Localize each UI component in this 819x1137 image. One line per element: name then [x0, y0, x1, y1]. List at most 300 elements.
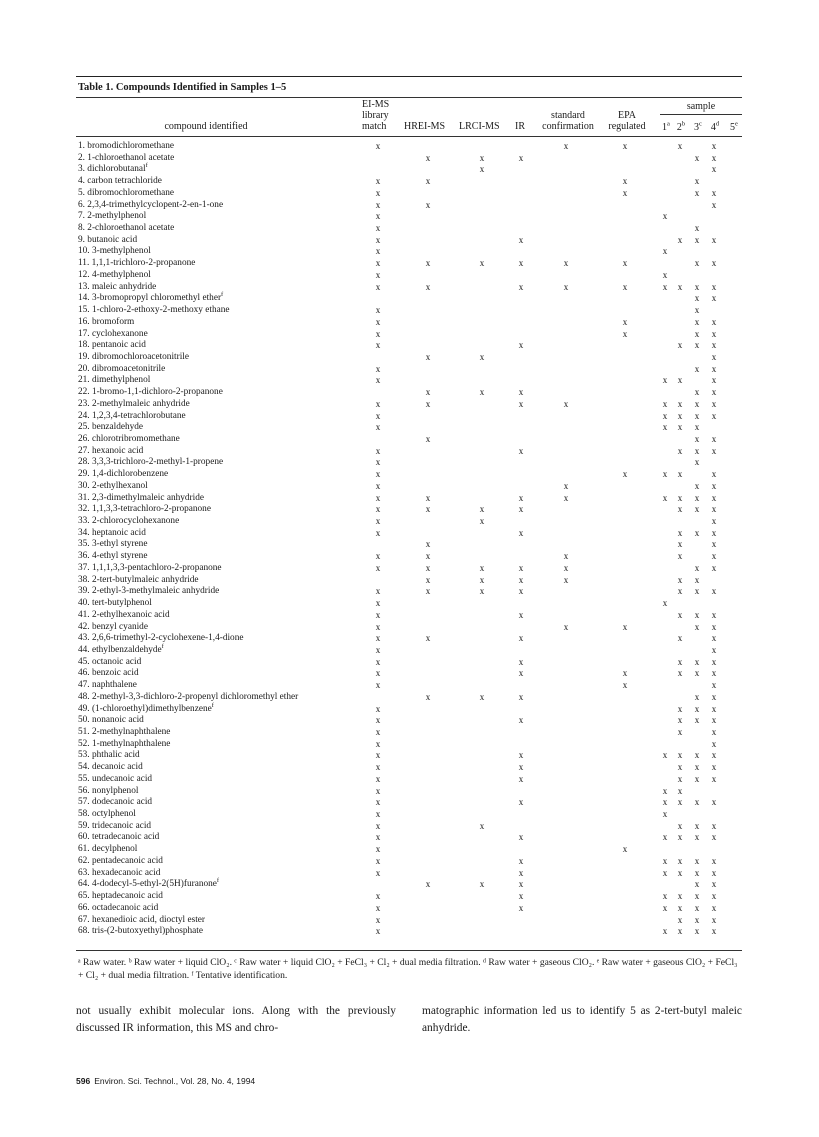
detection-mark: x [677, 492, 683, 503]
compound-name-text: 27. hexanoic acid [78, 445, 144, 456]
detection-mark: x [622, 176, 628, 187]
compound-name-text: 41. 2-ethylhexanoic acid [78, 609, 170, 620]
detection-mark: x [375, 445, 381, 456]
detection-mark: x [375, 680, 381, 691]
detection-mark: x [662, 832, 668, 843]
detection-mark: x [425, 398, 431, 409]
table-row [0, 493, 819, 504]
detection-mark: x [711, 562, 717, 573]
sample-number: 3 [694, 122, 700, 133]
detection-mark: x [677, 141, 683, 151]
compound-name [78, 727, 170, 738]
compound-name [78, 750, 140, 761]
detection-mark: x [425, 492, 431, 503]
compound-name [78, 493, 204, 504]
compound-name [78, 188, 174, 199]
header-compound: compound identified [164, 121, 248, 132]
detection-mark: x [694, 422, 700, 433]
detection-mark: x [563, 398, 569, 409]
compound-name [78, 891, 163, 902]
detection-mark: x [518, 633, 524, 644]
table-row [0, 551, 819, 562]
detection-mark: x [375, 199, 381, 210]
detection-mark: x [711, 387, 717, 398]
detection-mark: x [711, 445, 717, 456]
table-row [0, 235, 819, 246]
detection-mark: x [518, 891, 524, 902]
detection-mark: x [694, 492, 700, 503]
detection-mark: x [662, 375, 668, 386]
detection-mark: x [479, 562, 485, 573]
table-row [0, 856, 819, 867]
table-row [0, 164, 819, 175]
compound-name-text: 49. (1-chloroethyl)dimethylbenzene [78, 703, 212, 714]
compound-name-text: 44. ethylbenzaldehyde [78, 644, 162, 655]
detection-mark: x [677, 445, 683, 456]
detection-mark: x [375, 516, 381, 527]
detection-mark: x [711, 281, 717, 292]
detection-mark: x [694, 902, 700, 913]
detection-mark: x [518, 750, 524, 761]
table-footnote: ᵃ Raw water. ᵇ Raw water + liquid ClO₂. ᶜ Raw water + liquid ClO₂ + FeCl₃ + Cl₂ + dual media filtration. ᵈ Raw water + gaseous ClO₂. ᵉ Raw water + gaseous ClO₂ + FeCl₃ + Cl₂ + dual media filtration. ᶠ Tentative identification. [78, 957, 738, 981]
detection-mark: x [375, 656, 381, 667]
detection-mark: x [662, 469, 668, 480]
detection-mark: x [711, 727, 717, 737]
detection-mark: x [694, 223, 700, 234]
detection-mark: x [711, 480, 717, 491]
table-row [0, 657, 819, 668]
detection-mark: x [711, 867, 717, 878]
compound-name-text: 11. 1,1,1-trichloro-2-propanone [78, 258, 196, 269]
detection-mark: x [711, 644, 717, 655]
table-row [0, 891, 819, 902]
compound-name [78, 797, 152, 808]
detection-mark: x [677, 926, 683, 937]
detection-mark: x [425, 351, 431, 362]
detection-mark: x [711, 527, 717, 538]
compound-name [78, 375, 150, 386]
compound-name [78, 469, 168, 480]
detection-mark: x [711, 316, 717, 327]
detection-mark: x [375, 316, 381, 327]
detection-mark: x [711, 703, 717, 714]
tentative-id-mark: f [221, 291, 224, 299]
compound-name-text: 45. octanoic acid [78, 656, 142, 667]
detection-mark: x [694, 234, 700, 245]
detection-mark: x [375, 621, 381, 632]
header-sample-4 [707, 122, 723, 133]
detection-mark: x [375, 586, 381, 597]
compound-name [78, 563, 222, 574]
compound-name-text: 61. decylphenol [78, 844, 138, 855]
detection-mark: x [425, 539, 431, 550]
table-row [0, 504, 819, 515]
compound-name [78, 642, 164, 656]
table-row [0, 727, 819, 738]
compound-name-text: 51. 2-methylnaphthalene [78, 727, 171, 737]
detection-mark: x [518, 492, 524, 503]
detection-mark: x [563, 551, 569, 562]
detection-mark: x [694, 363, 700, 374]
detection-mark: x [425, 551, 431, 562]
detection-mark: x [375, 480, 381, 491]
detection-mark: x [694, 621, 700, 632]
detection-mark: x [677, 504, 683, 515]
table-row [0, 610, 819, 621]
sample-footnote-mark: d [715, 120, 720, 128]
header-sample-1 [658, 122, 674, 133]
table-row [0, 750, 819, 761]
table-row [0, 422, 819, 433]
detection-mark: x [662, 891, 668, 902]
detection-mark: x [375, 797, 381, 808]
detection-mark: x [711, 293, 717, 304]
detection-mark: x [711, 750, 717, 761]
detection-mark: x [711, 258, 717, 269]
table-row [0, 446, 819, 457]
detection-mark: x [425, 504, 431, 515]
detection-mark: x [711, 187, 717, 198]
detection-mark: x [694, 750, 700, 761]
table-row [0, 642, 819, 656]
detection-mark: x [518, 656, 524, 667]
detection-mark: x [622, 141, 628, 151]
compound-name-text: 67. hexanedioic acid, dioctyl ester [78, 914, 206, 925]
compound-name [78, 598, 152, 609]
detection-mark: x [662, 867, 668, 878]
compound-name-text: 8. 2-chloroethanol acetate [78, 223, 175, 234]
compound-name [78, 762, 143, 773]
table-row [0, 481, 819, 492]
detection-mark: x [711, 762, 717, 773]
compound-name [78, 539, 147, 550]
compound-name-text: 5. dibromochloromethane [78, 187, 175, 198]
detection-mark: x [375, 457, 381, 468]
detection-mark: x [694, 797, 700, 808]
tentative-id-mark: f [211, 701, 214, 709]
detection-mark: x [425, 562, 431, 573]
compound-name-text: 39. 2-ethyl-3-methylmaleic anhydride [78, 586, 220, 597]
table-row [0, 774, 819, 785]
detection-mark: x [518, 609, 524, 620]
detection-mark: x [662, 750, 668, 761]
sample-footnote-mark: b [681, 120, 686, 128]
detection-mark: x [711, 199, 717, 210]
detection-mark: x [677, 469, 683, 480]
compound-name-text: 56. nonylphenol [78, 785, 139, 796]
compound-name [78, 610, 170, 621]
compound-name-text: 37. 1,1,1,3,3-pentachloro-2-propanone [78, 562, 222, 573]
detection-mark: x [518, 340, 524, 351]
detection-mark: x [677, 820, 683, 831]
detection-mark: x [711, 738, 717, 749]
compound-name [78, 879, 219, 890]
compound-name [78, 246, 151, 257]
detection-mark: x [694, 480, 700, 491]
table-top-rule [76, 76, 742, 77]
compound-name [78, 504, 211, 515]
detection-mark: x [375, 562, 381, 573]
compound-name [78, 317, 134, 328]
detection-mark: x [694, 410, 700, 421]
detection-mark: x [375, 246, 381, 257]
detection-mark: x [563, 141, 569, 151]
sample-footnote-mark: e [735, 120, 738, 128]
detection-mark: x [479, 516, 485, 527]
compound-name-text: 3. dichlorobutanal [78, 164, 146, 175]
compound-name-text: 53. phthalic acid [78, 750, 140, 761]
compound-name [78, 434, 180, 445]
compound-name [78, 411, 186, 422]
compound-name-text: 57. dodecanoic acid [78, 797, 153, 808]
detection-mark: x [563, 480, 569, 491]
detection-mark: x [677, 398, 683, 409]
detection-mark: x [425, 387, 431, 398]
detection-mark: x [677, 703, 683, 714]
detection-mark: x [677, 281, 683, 292]
detection-mark: x [375, 902, 381, 913]
detection-mark: x [694, 527, 700, 538]
compound-name [78, 575, 199, 586]
table-row [0, 762, 819, 773]
detection-mark: x [711, 469, 717, 480]
compound-name-text: 62. pentadecanoic acid [78, 855, 163, 866]
detection-mark: x [711, 340, 717, 351]
compound-name [78, 844, 137, 855]
table-row [0, 809, 819, 820]
detection-mark: x [694, 152, 700, 163]
detection-mark: x [694, 258, 700, 269]
table-row [0, 223, 819, 234]
detection-mark: x [711, 375, 717, 386]
compound-name-text: 28. 3,3,3-trichloro-2-methyl-1-propene [78, 457, 224, 468]
table-row [0, 903, 819, 914]
detection-mark: x [662, 211, 668, 222]
body-text-left-column: not usually exhibit molecular ions. Along with the previously discussed IR information, this MS and chro- [76, 1005, 396, 1034]
detection-mark: x [711, 633, 717, 644]
sample-number: 2 [676, 122, 682, 133]
sample-number: 4 [710, 122, 716, 133]
compound-name [78, 270, 151, 281]
compound-name-text: 42. benzyl cyanide [78, 621, 148, 632]
detection-mark: x [711, 891, 717, 902]
detection-mark: x [677, 867, 683, 878]
detection-mark: x [375, 644, 381, 655]
detection-mark: x [518, 691, 524, 702]
detection-mark: x [677, 762, 683, 773]
detection-mark: x [694, 340, 700, 351]
detection-mark: x [694, 176, 700, 187]
detection-mark: x [375, 820, 381, 831]
detection-mark: x [375, 809, 381, 820]
detection-mark: x [694, 926, 700, 937]
compound-name [78, 774, 152, 785]
compound-name [78, 211, 146, 222]
compound-name [78, 832, 159, 843]
compound-name [78, 481, 148, 492]
detection-mark: x [425, 691, 431, 702]
detection-mark: x [518, 902, 524, 913]
compound-name [78, 715, 144, 726]
detection-mark: x [711, 902, 717, 913]
detection-mark: x [518, 258, 524, 269]
detection-mark: x [425, 879, 431, 890]
table-row [0, 352, 819, 363]
detection-mark: x [711, 539, 717, 550]
header-lrcims: LRCI-MS [459, 121, 500, 132]
detection-mark: x [425, 574, 431, 585]
detection-mark: x [518, 867, 524, 878]
compound-name-text: 30. 2-ethylhexanol [78, 480, 148, 491]
detection-mark: x [425, 434, 431, 444]
compound-name-text: 9. butanoic acid [78, 234, 138, 245]
detection-mark: x [677, 902, 683, 913]
detection-mark: x [518, 715, 524, 726]
detection-mark: x [677, 656, 683, 667]
compound-name-text: 16. bromoform [78, 316, 135, 327]
compound-name [78, 821, 151, 832]
compound-name-text: 55. undecanoic acid [78, 773, 153, 784]
detection-mark: x [375, 223, 381, 234]
detection-mark: x [518, 398, 524, 409]
header-standard-line2: confirmation [542, 121, 594, 132]
detection-mark: x [375, 305, 381, 316]
body-text-right-column: matographic information led us to identify 5 as 2-tert-butyl maleic anhydride. [422, 1005, 742, 1034]
detection-mark: x [711, 504, 717, 515]
detection-mark: x [518, 855, 524, 866]
compound-name [78, 692, 298, 703]
header-epa-line1: EPA [618, 110, 636, 121]
compound-name [78, 141, 174, 152]
detection-mark: x [711, 668, 717, 679]
detection-mark: x [677, 551, 683, 562]
detection-mark: x [694, 574, 700, 585]
detection-mark: x [375, 398, 381, 409]
table-row [0, 211, 819, 222]
detection-mark: x [694, 434, 700, 444]
detection-mark: x [479, 691, 485, 702]
compound-name-text: 7. 2-methylphenol [78, 211, 147, 222]
detection-mark: x [563, 621, 569, 632]
detection-mark: x [518, 527, 524, 538]
header-epa-line2: regulated [608, 121, 646, 132]
detection-mark: x [375, 492, 381, 503]
detection-mark: x [375, 773, 381, 784]
table-row [0, 200, 819, 211]
detection-mark: x [375, 598, 381, 609]
detection-mark: x [711, 879, 717, 890]
sample-group-rule [660, 114, 742, 115]
detection-mark: x [694, 656, 700, 667]
detection-mark: x [622, 328, 628, 339]
detection-mark: x [694, 891, 700, 902]
detection-mark: x [711, 410, 717, 421]
compound-name [78, 868, 160, 879]
detection-mark: x [375, 633, 381, 644]
header-eims [362, 99, 389, 132]
detection-mark: x [375, 832, 381, 843]
compound-name [78, 915, 205, 926]
compound-name-text: 40. tert-butylphenol [78, 598, 152, 609]
detection-mark: x [677, 832, 683, 843]
table-row [0, 188, 819, 199]
detection-mark: x [677, 914, 683, 925]
detection-mark: x [677, 891, 683, 902]
compound-name [78, 622, 148, 633]
detection-mark: x [677, 340, 683, 351]
detection-mark: x [694, 832, 700, 843]
detection-mark: x [375, 340, 381, 351]
table-row [0, 539, 819, 550]
header-eims-line1: EI-MS [362, 99, 390, 110]
tentative-id-mark: f [216, 877, 220, 885]
compound-name-text: 12. 4-methylphenol [78, 269, 151, 280]
detection-mark: x [694, 855, 700, 866]
header-standard-line1: standard [551, 110, 585, 121]
detection-mark: x [425, 176, 431, 187]
detection-mark: x [694, 762, 700, 773]
detection-mark: x [694, 281, 700, 292]
detection-mark: x [711, 691, 717, 702]
compound-name [78, 457, 223, 468]
detection-mark: x [375, 281, 381, 292]
compound-name-text: 29. 1,4-dichlorobenzene [78, 469, 169, 480]
compound-name [78, 446, 143, 457]
table-row [0, 457, 819, 468]
table-row [0, 153, 819, 164]
detection-mark: x [711, 832, 717, 843]
table-row [0, 528, 819, 539]
detection-mark: x [563, 492, 569, 503]
detection-mark: x [711, 551, 717, 562]
detection-mark: x [425, 281, 431, 292]
compound-name [78, 235, 137, 246]
compound-name-text: 68. tris-(2-butoxyethyl)phosphate [78, 926, 203, 937]
detection-mark: x [677, 633, 683, 644]
detection-mark: x [711, 926, 717, 937]
detection-mark: x [711, 715, 717, 726]
detection-mark: x [694, 703, 700, 714]
detection-mark: x [662, 246, 668, 257]
compound-name-text: 2. 1-chloroethanol acetate [78, 152, 175, 163]
compound-name [78, 293, 223, 304]
table-caption: Table 1. Compounds Identified in Samples 1–5 [78, 82, 287, 93]
detection-mark: x [518, 387, 524, 398]
detection-mark: x [375, 469, 381, 480]
detection-mark: x [662, 797, 668, 808]
compound-name-text: 38. 2-tert-butylmaleic anhydride [78, 574, 199, 585]
detection-mark: x [375, 855, 381, 866]
detection-mark: x [694, 867, 700, 878]
table-row [0, 832, 819, 843]
compound-name [78, 739, 170, 750]
header-bottom-rule [76, 136, 742, 137]
detection-mark: x [662, 398, 668, 409]
table-row [0, 141, 819, 152]
table-row [0, 329, 819, 340]
detection-mark: x [622, 469, 628, 480]
compound-name-text: 19. dibromochloroacetonitrile [78, 351, 190, 362]
table-row [0, 563, 819, 574]
compound-name-text: 52. 1-methylnaphthalene [78, 738, 171, 749]
compound-name [78, 657, 141, 668]
detection-mark: x [375, 668, 381, 679]
compound-name [78, 586, 219, 597]
detection-mark: x [375, 844, 381, 855]
detection-mark: x [662, 926, 668, 937]
detection-mark: x [375, 891, 381, 902]
sample-number: 1 [662, 122, 668, 133]
